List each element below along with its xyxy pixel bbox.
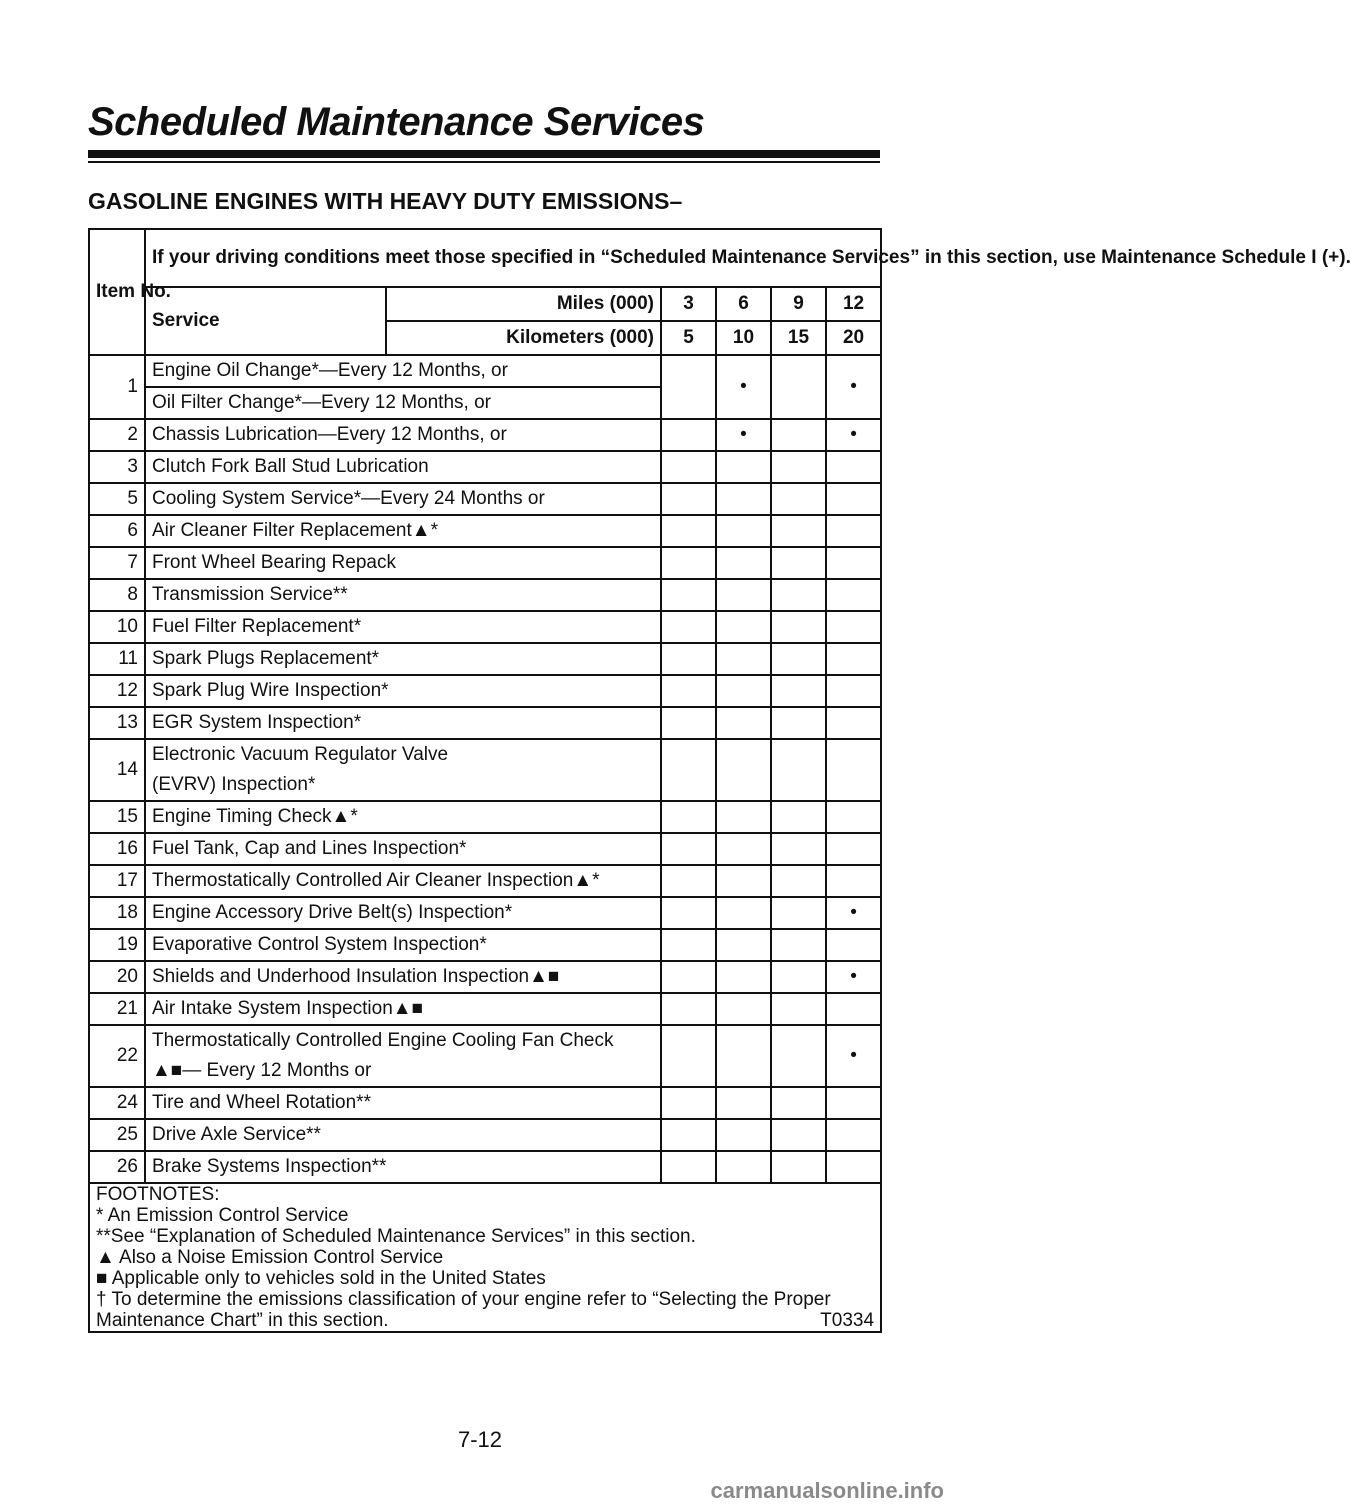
interval-mark	[771, 801, 826, 833]
service-description	[145, 515, 661, 547]
interval-mark	[826, 515, 881, 547]
interval-mark	[661, 1119, 716, 1151]
interval-mark	[716, 897, 771, 929]
interval-mark	[661, 1025, 716, 1087]
interval-mark	[826, 801, 881, 833]
kilometers-header: Kilometers (000)	[386, 321, 661, 355]
service-line: Clutch Fork Ball Stud Lubrication	[152, 456, 429, 477]
service-description	[145, 961, 661, 993]
service-description	[145, 1119, 661, 1151]
service-description	[145, 355, 661, 419]
item-number: 2	[89, 419, 145, 451]
interval-mark	[716, 643, 771, 675]
service-line: Spark Plugs Replacement*	[152, 648, 380, 669]
table-row	[89, 579, 881, 611]
item-number: 15	[89, 801, 145, 833]
footnote-line: * An Emission Control Service	[96, 1205, 349, 1226]
service-line: Cooling System Service*—Every 24 Months or	[152, 488, 545, 509]
service-line: Front Wheel Bearing Repack	[152, 552, 396, 573]
item-number: 22	[89, 1025, 145, 1087]
table-row	[89, 929, 881, 961]
interval-mark	[661, 355, 716, 419]
interval-mark	[661, 897, 716, 929]
service-line: Transmission Service**	[152, 584, 348, 605]
interval-mark	[661, 643, 716, 675]
section-title: GASOLINE ENGINES WITH HEAVY DUTY EMISSIONS–	[88, 188, 683, 214]
table-row	[89, 1025, 881, 1087]
interval-mark	[771, 739, 826, 801]
interval-mark	[716, 483, 771, 515]
interval-mark	[771, 611, 826, 643]
interval-mark	[716, 1119, 771, 1151]
service-header: Service	[145, 287, 386, 355]
interval-mark	[771, 993, 826, 1025]
interval-mark	[771, 897, 826, 929]
service-line: Fuel Tank, Cap and Lines Inspection*	[152, 838, 467, 859]
interval-mark	[826, 451, 881, 483]
miles-interval: 6	[716, 287, 771, 321]
table-row	[89, 865, 881, 897]
service-description	[145, 1087, 661, 1119]
interval-mark	[661, 801, 716, 833]
service-line: Thermostatically Controlled Engine Cooling Fan Check	[152, 1030, 614, 1051]
item-number: 8	[89, 579, 145, 611]
interval-mark	[771, 707, 826, 739]
service-line: Thermostatically Controlled Air Cleaner Inspection▲*	[152, 870, 600, 891]
interval-mark	[661, 675, 716, 707]
interval-mark	[716, 1087, 771, 1119]
schedule-condition-note: If your driving conditions meet those specified in “Scheduled Maintenance Services” in this section, use Maintenance Schedule I (+).	[145, 229, 881, 287]
item-number: 14	[89, 739, 145, 801]
interval-mark	[826, 739, 881, 801]
service-line: Engine Timing Check▲*	[152, 806, 358, 827]
service-line: ▲■— Every 12 Months or	[152, 1060, 372, 1081]
item-number: 20	[89, 961, 145, 993]
service-line: Evaporative Control System Inspection*	[152, 934, 487, 955]
service-description	[145, 833, 661, 865]
interval-mark	[716, 865, 771, 897]
service-line: Drive Axle Service**	[152, 1124, 321, 1145]
table-row	[89, 547, 881, 579]
interval-mark	[716, 993, 771, 1025]
interval-mark	[661, 579, 716, 611]
interval-mark	[826, 579, 881, 611]
table-row	[89, 451, 881, 483]
interval-mark	[716, 515, 771, 547]
table-row	[89, 897, 881, 929]
interval-mark: •	[716, 419, 771, 451]
service-line: Fuel Filter Replacement*	[152, 616, 362, 637]
interval-mark	[771, 1151, 826, 1183]
interval-mark	[771, 579, 826, 611]
interval-mark	[661, 929, 716, 961]
interval-mark	[661, 707, 716, 739]
page-number: 7-12	[457, 1427, 503, 1452]
interval-mark	[716, 929, 771, 961]
service-description	[145, 483, 661, 515]
kilometers-interval: 5	[661, 321, 716, 355]
item-number: 11	[89, 643, 145, 675]
footnotes	[89, 1183, 881, 1332]
service-description	[145, 1151, 661, 1183]
interval-mark	[826, 929, 881, 961]
service-line: Electronic Vacuum Regulator Valve	[152, 744, 449, 765]
item-number: 24	[89, 1087, 145, 1119]
service-description	[145, 801, 661, 833]
footnote-line: ■ Applicable only to vehicles sold in the United States	[96, 1268, 546, 1289]
service-description	[145, 451, 661, 483]
footnotes-heading: FOOTNOTES:	[96, 1184, 220, 1205]
interval-mark	[771, 865, 826, 897]
interval-mark	[826, 865, 881, 897]
table-row	[89, 419, 881, 451]
chart-code: T0334	[820, 1310, 875, 1331]
service-line: (EVRV) Inspection*	[152, 774, 316, 795]
item-number: 5	[89, 483, 145, 515]
service-line: EGR System Inspection*	[152, 712, 362, 733]
footnote-line: † To determine the emissions classification of your engine refer to “Selecting the Proper	[96, 1289, 831, 1310]
service-description	[145, 739, 661, 801]
interval-mark	[661, 739, 716, 801]
interval-mark: •	[826, 897, 881, 929]
table-row	[89, 801, 881, 833]
service-line: Engine Oil Change*—Every 12 Months, or	[152, 360, 508, 381]
interval-mark: •	[716, 355, 771, 419]
table-row	[89, 675, 881, 707]
footnote-line: **See “Explanation of Scheduled Maintenance Services” in this section.	[96, 1226, 696, 1247]
table-row	[89, 355, 881, 419]
service-description	[145, 897, 661, 929]
interval-mark	[771, 451, 826, 483]
service-description	[145, 675, 661, 707]
interval-mark	[826, 547, 881, 579]
maintenance-schedule-table	[88, 228, 1351, 1333]
item-number: 17	[89, 865, 145, 897]
table-row	[89, 1119, 881, 1151]
interval-mark: •	[826, 1025, 881, 1087]
interval-mark	[716, 1025, 771, 1087]
interval-mark	[826, 1087, 881, 1119]
interval-mark	[716, 611, 771, 643]
interval-mark	[716, 675, 771, 707]
interval-mark	[826, 611, 881, 643]
page-title: Scheduled Maintenance Services	[88, 100, 705, 144]
interval-mark	[716, 1151, 771, 1183]
table-row	[89, 1151, 881, 1183]
kilometers-interval: 10	[716, 321, 771, 355]
footnote-line: ▲ Also a Noise Emission Control Service	[96, 1247, 444, 1268]
interval-mark	[826, 483, 881, 515]
table-row	[89, 707, 881, 739]
service-line: Oil Filter Change*—Every 12 Months, or	[146, 386, 660, 418]
interval-mark	[771, 929, 826, 961]
interval-mark	[716, 739, 771, 801]
item-number: 13	[89, 707, 145, 739]
interval-mark: •	[826, 419, 881, 451]
kilometers-interval: 20	[826, 321, 881, 355]
interval-mark	[771, 675, 826, 707]
interval-mark	[826, 643, 881, 675]
kilometers-interval: 15	[771, 321, 826, 355]
item-number: 1	[89, 355, 145, 419]
interval-mark	[771, 833, 826, 865]
interval-mark	[826, 1119, 881, 1151]
service-description	[145, 419, 661, 451]
interval-mark	[826, 1151, 881, 1183]
interval-mark	[771, 1087, 826, 1119]
footnote-last-line	[96, 1310, 874, 1331]
interval-mark	[771, 419, 826, 451]
table-row	[89, 833, 881, 865]
table-row	[89, 515, 881, 547]
interval-mark	[771, 643, 826, 675]
interval-mark	[826, 675, 881, 707]
interval-mark	[826, 707, 881, 739]
interval-mark	[716, 833, 771, 865]
footnote-line: Maintenance Chart” in this section.	[96, 1310, 389, 1331]
interval-mark	[661, 961, 716, 993]
miles-header: Miles (000)	[386, 287, 661, 321]
service-description	[145, 643, 661, 675]
service-description	[145, 579, 661, 611]
miles-interval: 12	[826, 287, 881, 321]
item-number: 21	[89, 993, 145, 1025]
interval-mark	[716, 547, 771, 579]
interval-mark: •	[826, 961, 881, 993]
title-rule-thick	[88, 150, 880, 158]
interval-mark	[661, 547, 716, 579]
item-number: 7	[89, 547, 145, 579]
interval-mark	[661, 515, 716, 547]
service-line: Air Intake System Inspection▲■	[152, 998, 424, 1019]
interval-mark	[826, 993, 881, 1025]
table-row	[89, 993, 881, 1025]
service-line: Spark Plug Wire Inspection*	[152, 680, 389, 701]
interval-mark	[771, 547, 826, 579]
service-description	[145, 865, 661, 897]
interval-mark	[661, 419, 716, 451]
interval-mark	[716, 961, 771, 993]
item-number: 10	[89, 611, 145, 643]
interval-mark	[771, 961, 826, 993]
service-description	[145, 547, 661, 579]
item-number: 12	[89, 675, 145, 707]
item-number: 3	[89, 451, 145, 483]
watermark: carmanualsonline.info	[710, 1478, 944, 1503]
service-line: Chassis Lubrication—Every 12 Months, or	[152, 424, 507, 445]
table-row	[89, 1087, 881, 1119]
item-number: 25	[89, 1119, 145, 1151]
interval-mark	[661, 611, 716, 643]
item-number-header: Item No.	[89, 229, 145, 355]
interval-mark	[771, 355, 826, 419]
miles-interval: 3	[661, 287, 716, 321]
item-number: 16	[89, 833, 145, 865]
interval-mark	[716, 579, 771, 611]
interval-mark	[771, 483, 826, 515]
service-line: Air Cleaner Filter Replacement▲*	[152, 520, 438, 541]
interval-mark	[661, 451, 716, 483]
item-number: 19	[89, 929, 145, 961]
interval-mark	[716, 801, 771, 833]
table-row	[89, 961, 881, 993]
interval-mark	[661, 1087, 716, 1119]
interval-mark: •	[826, 355, 881, 419]
title-rule-thin	[88, 161, 880, 163]
service-line: Tire and Wheel Rotation**	[152, 1092, 371, 1113]
service-description	[145, 929, 661, 961]
service-description	[145, 993, 661, 1025]
interval-mark	[771, 1119, 826, 1151]
item-number: 26	[89, 1151, 145, 1183]
table-row	[89, 643, 881, 675]
table-row	[89, 483, 881, 515]
item-number: 18	[89, 897, 145, 929]
service-description	[145, 1025, 661, 1087]
interval-mark	[716, 707, 771, 739]
service-description	[145, 707, 661, 739]
item-number: 6	[89, 515, 145, 547]
interval-mark	[661, 833, 716, 865]
interval-mark	[661, 993, 716, 1025]
interval-mark	[661, 1151, 716, 1183]
service-line: Shields and Underhood Insulation Inspection▲■	[152, 966, 560, 987]
miles-interval: 9	[771, 287, 826, 321]
interval-mark	[716, 451, 771, 483]
interval-mark	[661, 865, 716, 897]
service-line: Brake Systems Inspection**	[152, 1156, 387, 1177]
table-row	[89, 739, 881, 801]
interval-mark	[771, 515, 826, 547]
service-line: Engine Accessory Drive Belt(s) Inspection*	[152, 902, 513, 923]
interval-mark	[661, 483, 716, 515]
interval-mark	[826, 833, 881, 865]
interval-mark	[771, 1025, 826, 1087]
service-description	[145, 611, 661, 643]
table-row	[89, 611, 881, 643]
